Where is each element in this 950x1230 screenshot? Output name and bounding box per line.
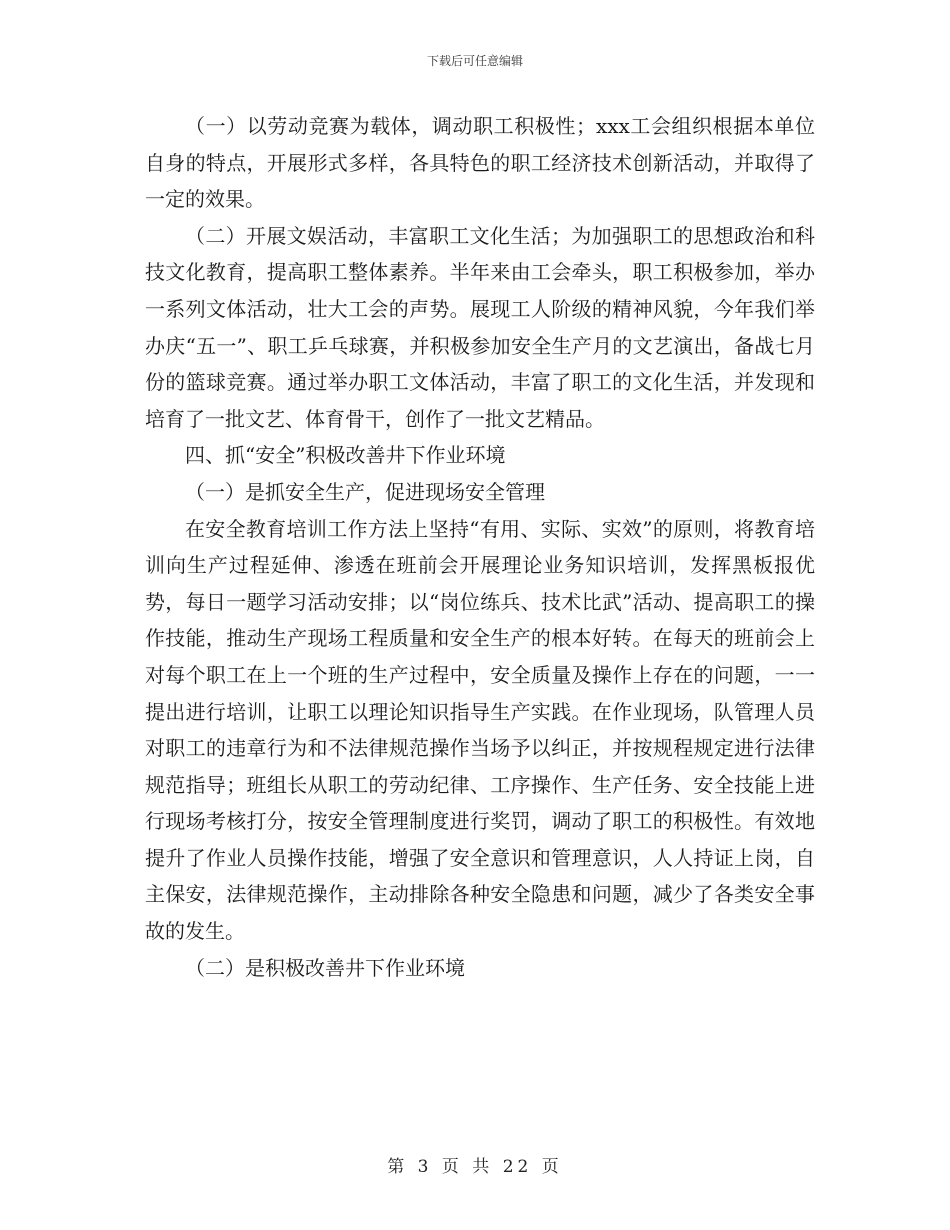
- document-body: [145, 108, 815, 986]
- paragraph-cultural-activities: （二）开展文娱活动，丰富职工文化生活；为加强职工的思想政治和科技文化教育，提高职工整体素养。半年来由工会牵头，职工积极参加，举办一系列文体活动，壮大工会的声势。展现工人阶级的精神风貌，今年我们举办庆“五一”、职工乒乓球赛，并积极参加安全生产月的文艺演出，备战七月份的篮球竞赛。通过举办职工文体活动，丰富了职工的文化生活，并发现和培育了一批文艺、体育骨干，创作了一批文艺精品。: [145, 223, 815, 431]
- page-header-note: 下载后可任意编辑: [426, 54, 523, 68]
- paragraph-safety-training: 在安全教育培训工作方法上坚持“有用、实际、实效”的原则，将教育培训向生产过程延伸、渗透在班前会开展理论业务知识培训，发挥黑板报优势，每日一题学习活动安排；以“岗位练兵、技术比武”活动、提高职工的操作技能，推动生产现场工程质量和安全生产的根本好转。在每天的班前会上对每个职工在上一个班的生产过程中，安全质量及操作上存在的问题，一一提出进行培训，让职工以理论知识指导生产实践。在作业现场，队管理人员对职工的违章行为和不法律规范操作当场予以纠正，并按规程规定进行法律规范指导；班组长从职工的劳动纪律、工序操作、生产任务、安全技能上进行现场考核打分，按安全管理制度进行奖罚，调动了职工的积极性。有效地提升了作业人员操作技能，增强了安全意识和管理意识，人人持证上岗，自主保安，法律规范操作，主动排除各种安全隐患和问题，减少了各类安全事故的发生。: [145, 516, 815, 944]
- subheading-safety-production: （一）是抓安全生产，促进现场安全管理: [185, 479, 545, 504]
- subheading-work-environment: （二）是积极改善井下作业环境: [185, 955, 465, 980]
- paragraph-labor-competition: （一）以劳动竞赛为载体，调动职工积极性；xxx工会组织根据本单位自身的特点，开展形式多样，各具特色的职工经济技术创新活动，并取得了一定的效果。: [145, 114, 815, 212]
- section-heading-safety: 四、抓“安全”积极改善井下作业环境: [185, 443, 506, 468]
- page-number-footer: 第 3 页 共 22 页: [387, 1157, 563, 1177]
